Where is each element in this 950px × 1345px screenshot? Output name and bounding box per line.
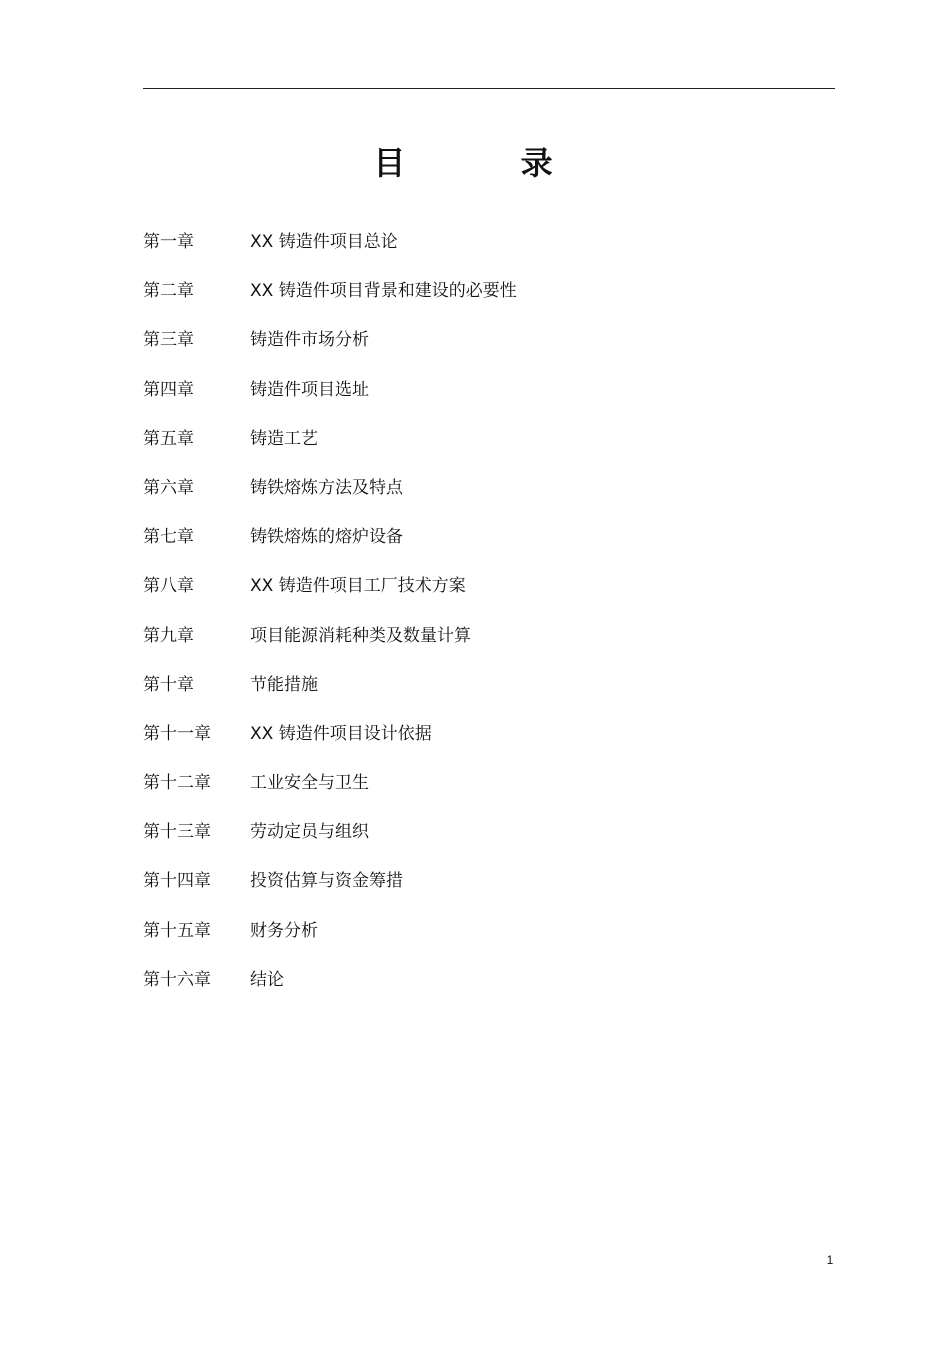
toc-item[interactable]: [143, 668, 835, 717]
toc-chapter-title: 劳动定员与组织: [250, 822, 369, 843]
toc-item[interactable]: [143, 914, 835, 963]
toc-item[interactable]: [143, 471, 835, 520]
toc-chapter-title: 结论: [250, 969, 284, 990]
toc-chapter-title: 铸造件项目选址: [250, 379, 369, 400]
toc-chapter-title: 财务分析: [250, 920, 318, 941]
toc-chapter-number: 第一章: [143, 232, 194, 252]
toc-item[interactable]: [143, 815, 835, 864]
toc-item[interactable]: [143, 619, 835, 668]
table-of-contents: [143, 225, 835, 1012]
header-rule: [143, 88, 835, 89]
toc-chapter-title: 项目能源消耗种类及数量计算: [250, 625, 471, 646]
toc-item[interactable]: [143, 864, 835, 913]
toc-chapter-number: 第三章: [143, 330, 194, 351]
toc-item[interactable]: [143, 274, 835, 323]
toc-item[interactable]: [143, 569, 835, 618]
toc-chapter-title: 铸造工艺: [250, 428, 318, 449]
toc-item[interactable]: [143, 225, 835, 274]
toc-chapter-number: 第十章: [143, 674, 194, 695]
toc-chapter-number: 第九章: [143, 625, 194, 646]
toc-item[interactable]: [143, 963, 835, 1012]
toc-item[interactable]: [143, 422, 835, 471]
toc-chapter-title: 投资估算与资金筹措: [250, 871, 403, 892]
toc-chapter-title: 铸铁熔炼方法及特点: [250, 477, 403, 498]
toc-item[interactable]: [143, 373, 835, 422]
toc-chapter-number: 第二章: [143, 281, 194, 302]
toc-chapter-number: 第十二章: [143, 773, 211, 794]
toc-chapter-title: 节能措施: [250, 674, 318, 695]
toc-chapter-title: 铸铁熔炼的熔炉设备: [250, 527, 403, 548]
toc-chapter-number: 第十三章: [143, 822, 211, 843]
toc-chapter-title: XX 铸造件项目工厂技术方案: [250, 576, 466, 597]
toc-chapter-number: 第八章: [143, 576, 194, 597]
toc-chapter-number: 第十六章: [143, 969, 211, 990]
toc-item[interactable]: [143, 520, 835, 569]
toc-chapter-title: 铸造件市场分析: [250, 330, 369, 351]
toc-chapter-number: 第五章: [143, 428, 194, 449]
toc-item[interactable]: [143, 323, 835, 372]
toc-chapter-number: 第十五章: [143, 920, 211, 941]
toc-chapter-title: XX 铸造件项目总论: [250, 232, 398, 252]
toc-item[interactable]: [143, 717, 835, 766]
toc-chapter-title: XX 铸造件项目设计依据: [250, 723, 432, 744]
toc-chapter-number: 第七章: [143, 527, 194, 548]
toc-chapter-number: 第十四章: [143, 871, 211, 892]
toc-chapter-title: XX 铸造件项目背景和建设的必要性: [250, 281, 517, 302]
toc-chapter-number: 第六章: [143, 477, 194, 498]
page-number: 1: [826, 1253, 834, 1267]
toc-chapter-number: 第十一章: [143, 723, 211, 744]
page-title: 目 录: [373, 144, 605, 183]
toc-item[interactable]: [143, 766, 835, 815]
toc-chapter-title: 工业安全与卫生: [250, 773, 369, 794]
toc-chapter-number: 第四章: [143, 379, 194, 400]
